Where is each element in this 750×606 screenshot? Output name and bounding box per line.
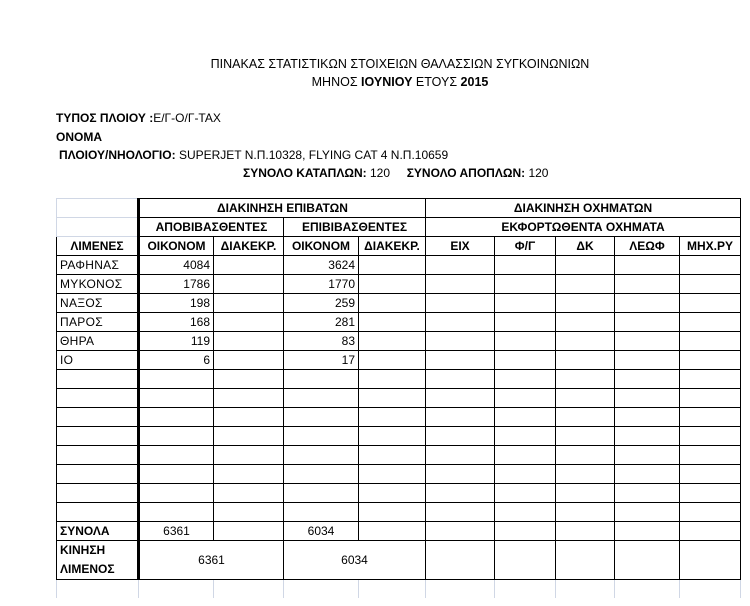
empty-cell <box>359 389 426 408</box>
empty-cell <box>556 294 615 313</box>
empty-cell <box>214 294 284 313</box>
arrivals-value: 120 <box>369 166 391 180</box>
empty-cell <box>680 446 741 465</box>
table-row <box>57 351 741 370</box>
year-value: 2015 <box>460 75 489 89</box>
empty-cell <box>495 256 556 275</box>
empty-cell <box>359 313 426 332</box>
empty-cell <box>680 484 741 503</box>
empty-cell <box>426 256 495 275</box>
empty-cell <box>426 446 495 465</box>
grid-cell <box>214 580 284 599</box>
empty-cell <box>495 389 556 408</box>
empty-cell <box>615 541 680 580</box>
empty-cell <box>495 294 556 313</box>
empty-cell <box>615 370 680 389</box>
empty-cell <box>426 465 495 484</box>
empty-cell <box>214 351 284 370</box>
empty-cell <box>615 484 680 503</box>
empty-cell <box>426 484 495 503</box>
empty-cell <box>214 389 284 408</box>
disembarked-economy: 168 <box>139 313 214 332</box>
empty-cell <box>495 332 556 351</box>
embarked-economy <box>284 484 359 503</box>
empty-cell <box>214 522 284 541</box>
column-header-motorcycles: ΜΗΧ.ΡΥ <box>680 237 741 256</box>
empty-cell <box>556 370 615 389</box>
empty-cell <box>214 427 284 446</box>
empty-cell <box>359 351 426 370</box>
empty-cell <box>556 503 615 522</box>
empty-cell <box>359 275 426 294</box>
empty-cell <box>615 351 680 370</box>
empty-cell <box>214 408 284 427</box>
port-name: ΡΑΦΗΝΑΣ <box>57 256 139 275</box>
totals-label: ΣΥΝΟΛΑ <box>57 522 139 541</box>
departures-label: ΣΥΝΟΛΟ ΑΠΟΠΛΩΝ: <box>406 166 526 180</box>
disembarked-economy: 6 <box>139 351 214 370</box>
empty-cell <box>495 522 556 541</box>
empty-cell <box>680 522 741 541</box>
embarked-economy <box>284 446 359 465</box>
port-name <box>57 370 139 389</box>
empty-cell <box>495 503 556 522</box>
empty-cell <box>495 408 556 427</box>
empty-cell <box>615 427 680 446</box>
embarked-economy: 1770 <box>284 275 359 294</box>
disembarked-economy: 119 <box>139 332 214 351</box>
disembarked-economy: 1786 <box>139 275 214 294</box>
port-name: ΘΗΡΑ <box>57 332 139 351</box>
empty-cell <box>214 503 284 522</box>
column-header-dk: ΔΚ <box>556 237 615 256</box>
empty-cell <box>615 332 680 351</box>
port-movement-embarked: 6034 <box>284 541 426 580</box>
empty-cell <box>680 541 741 580</box>
empty-cell <box>556 389 615 408</box>
empty-cell <box>359 465 426 484</box>
port-movement-label-line1: ΚΙΝΗΣΗ <box>60 543 106 557</box>
port-name <box>57 484 139 503</box>
disembarked-header: ΑΠΟΒΙΒΑΣΘΕΝΤΕΣ <box>139 218 284 237</box>
empty-cell <box>495 484 556 503</box>
empty-cell <box>426 503 495 522</box>
empty-cell <box>214 484 284 503</box>
empty-cell <box>359 522 426 541</box>
table-row <box>57 313 741 332</box>
year-prefix: ΕΤΟΥΣ <box>415 75 458 89</box>
empty-cell <box>556 446 615 465</box>
departures-value: 120 <box>528 166 549 180</box>
table-row <box>57 275 741 294</box>
empty-cell <box>359 294 426 313</box>
empty-cell <box>426 408 495 427</box>
registry-value: SUPERJET Ν.Π.10328, FLYING CAT 4 Ν.Π.10659 <box>178 148 449 162</box>
corner-cell <box>57 218 139 237</box>
port-name: ΙΟ <box>57 351 139 370</box>
disembarked-economy <box>139 465 214 484</box>
disembarked-economy: 198 <box>139 294 214 313</box>
embarked-economy <box>284 408 359 427</box>
empty-cell <box>426 427 495 446</box>
voyages-line <box>243 166 548 180</box>
empty-cell <box>556 465 615 484</box>
disembarked-economy <box>139 446 214 465</box>
empty-cell <box>214 313 284 332</box>
empty-cell <box>615 256 680 275</box>
embarked-economy: 3624 <box>284 256 359 275</box>
empty-cell <box>615 503 680 522</box>
empty-cell <box>426 275 495 294</box>
port-name <box>57 503 139 522</box>
embarked-header: ΕΠΙΒΙΒΑΣΘΕΝΤΕΣ <box>284 218 426 237</box>
empty-cell <box>359 408 426 427</box>
port-movement-label-line2: ΛΙΜΕΝΟΣ <box>60 562 115 576</box>
ship-type-value: Ε/Γ-Ο/Γ-ΤΑΧ <box>153 111 221 125</box>
empty-cell <box>214 256 284 275</box>
column-header-dis-special: ΔΙΑΚΕΚΡ. <box>214 237 284 256</box>
table-row <box>57 484 741 503</box>
empty-cell <box>426 332 495 351</box>
port-name <box>57 465 139 484</box>
disembarked-economy <box>139 370 214 389</box>
empty-cell <box>426 389 495 408</box>
empty-cell <box>615 294 680 313</box>
empty-cell <box>495 313 556 332</box>
table-row <box>57 465 741 484</box>
column-header-buses: ΛΕΩΦ <box>615 237 680 256</box>
month-value: ΙΟΥΝΙΟΥ <box>361 75 413 89</box>
empty-cell <box>680 256 741 275</box>
port-name <box>57 408 139 427</box>
empty-cell <box>359 332 426 351</box>
embarked-economy <box>284 370 359 389</box>
disembarked-economy: 4084 <box>139 256 214 275</box>
empty-cell <box>680 275 741 294</box>
registry-label: ΠΛΟΙΟΥ/ΝΗΟΛΟΓΙΟ: <box>59 148 176 162</box>
passengers-header: ΔΙΑΚΙΝΗΣΗ ΕΠΙΒΑΤΩΝ <box>139 199 426 218</box>
empty-cell <box>615 408 680 427</box>
grid-cell <box>680 580 741 599</box>
grid-cell <box>495 580 556 599</box>
empty-cell <box>680 332 741 351</box>
empty-cell <box>495 541 556 580</box>
arrivals-label: ΣΥΝΟΛΟ ΚΑΤΑΠΛΩΝ: <box>243 166 367 180</box>
empty-cell <box>680 465 741 484</box>
table-row <box>57 408 741 427</box>
empty-cell <box>680 389 741 408</box>
grid-cell <box>284 580 359 599</box>
empty-cell <box>680 313 741 332</box>
empty-cell <box>556 275 615 294</box>
report-period <box>0 75 750 89</box>
column-header-cars: ΕΙΧ <box>426 237 495 256</box>
empty-cell <box>556 351 615 370</box>
name-label: ΟΝΟΜΑ <box>56 130 102 144</box>
table-row <box>57 427 741 446</box>
empty-cell <box>615 465 680 484</box>
empty-cell <box>359 446 426 465</box>
month-prefix: ΜΗΝΟΣ <box>311 75 358 89</box>
empty-cell <box>615 275 680 294</box>
empty-cell <box>556 256 615 275</box>
empty-cell <box>556 541 615 580</box>
table-row <box>57 294 741 313</box>
empty-cell <box>615 446 680 465</box>
empty-cell <box>214 446 284 465</box>
statistics-table <box>56 198 741 598</box>
report-title: ΠΙΝΑΚΑΣ ΣΤΑΤΙΣΤΙΚΩΝ ΣΤΟΙΧΕΙΩΝ ΘΑΛΑΣΣΙΩΝ ΣΥΓΚΟΙΝΩΝΙΩΝ <box>210 57 590 71</box>
grid-cell <box>615 580 680 599</box>
port-movement-disembarked: 6361 <box>139 541 284 580</box>
empty-cell <box>556 332 615 351</box>
column-header-ports: ΛΙΜΕΝΕΣ <box>57 237 139 256</box>
column-header-dis-econ: ΟΙΚΟΝΟΜ <box>139 237 214 256</box>
port-name: ΜΥΚΟΝΟΣ <box>57 275 139 294</box>
empty-cell <box>495 446 556 465</box>
embarked-economy <box>284 465 359 484</box>
empty-cell <box>495 427 556 446</box>
embarked-economy <box>284 427 359 446</box>
disembarked-economy <box>139 484 214 503</box>
empty-cell <box>495 370 556 389</box>
table-row <box>57 446 741 465</box>
ship-type-line <box>56 111 221 125</box>
empty-cell <box>556 408 615 427</box>
table-row <box>57 389 741 408</box>
grid-cell <box>426 580 495 599</box>
empty-cell <box>359 484 426 503</box>
empty-cell <box>214 275 284 294</box>
empty-cell <box>214 370 284 389</box>
embarked-economy: 83 <box>284 332 359 351</box>
port-name <box>57 446 139 465</box>
empty-cell <box>495 275 556 294</box>
column-header-emb-econ: ΟΙΚΟΝΟΜ <box>284 237 359 256</box>
empty-cell <box>680 503 741 522</box>
ship-type-label: ΤΥΠΟΣ ΠΛΟΙΟΥ : <box>56 111 154 125</box>
grid-cell <box>359 580 426 599</box>
empty-cell <box>556 522 615 541</box>
empty-cell <box>426 294 495 313</box>
empty-cell <box>556 313 615 332</box>
empty-cell <box>556 484 615 503</box>
empty-cell <box>426 313 495 332</box>
disembarked-economy <box>139 408 214 427</box>
totals-disembarked: 6361 <box>139 522 214 541</box>
embarked-economy <box>284 503 359 522</box>
empty-cell <box>615 313 680 332</box>
empty-cell <box>359 503 426 522</box>
empty-cell <box>426 370 495 389</box>
empty-cell <box>426 541 495 580</box>
disembarked-economy <box>139 389 214 408</box>
empty-cell <box>359 256 426 275</box>
empty-cell <box>556 427 615 446</box>
port-name: ΠΑΡΟΣ <box>57 313 139 332</box>
port-name: ΝΑΞΟΣ <box>57 294 139 313</box>
empty-cell <box>680 294 741 313</box>
empty-cell <box>680 351 741 370</box>
grid-cell <box>139 580 214 599</box>
embarked-economy: 281 <box>284 313 359 332</box>
grid-cell <box>556 580 615 599</box>
empty-cell <box>615 522 680 541</box>
empty-cell <box>495 465 556 484</box>
table-row <box>57 503 741 522</box>
embarked-economy: 259 <box>284 294 359 313</box>
column-header-trucks: Φ/Γ <box>495 237 556 256</box>
empty-cell <box>426 351 495 370</box>
column-header-emb-special: ΔΙΑΚΕΚΡ. <box>359 237 426 256</box>
empty-cell <box>359 370 426 389</box>
empty-cell <box>214 332 284 351</box>
empty-cell <box>615 389 680 408</box>
unloaded-vehicles-header: ΕΚΦΟΡΤΩΘΕΝΤΑ ΟΧΗΜΑΤΑ <box>426 218 741 237</box>
empty-cell <box>680 370 741 389</box>
corner-cell <box>57 199 139 218</box>
empty-cell <box>495 351 556 370</box>
empty-cell <box>680 408 741 427</box>
empty-cell <box>426 522 495 541</box>
embarked-economy <box>284 389 359 408</box>
grid-cell <box>57 580 139 599</box>
table-row <box>57 256 741 275</box>
empty-cell <box>680 427 741 446</box>
port-name <box>57 427 139 446</box>
table-row <box>57 332 741 351</box>
empty-cell <box>359 427 426 446</box>
disembarked-economy <box>139 503 214 522</box>
table-row <box>57 370 741 389</box>
port-movement-label <box>57 541 139 580</box>
registry-line <box>59 148 448 162</box>
embarked-economy: 17 <box>284 351 359 370</box>
vehicles-header: ΔΙΑΚΙΝΗΣΗ ΟΧΗΜΑΤΩΝ <box>426 199 741 218</box>
empty-cell <box>214 465 284 484</box>
port-name <box>57 389 139 408</box>
disembarked-economy <box>139 427 214 446</box>
totals-embarked: 6034 <box>284 522 359 541</box>
